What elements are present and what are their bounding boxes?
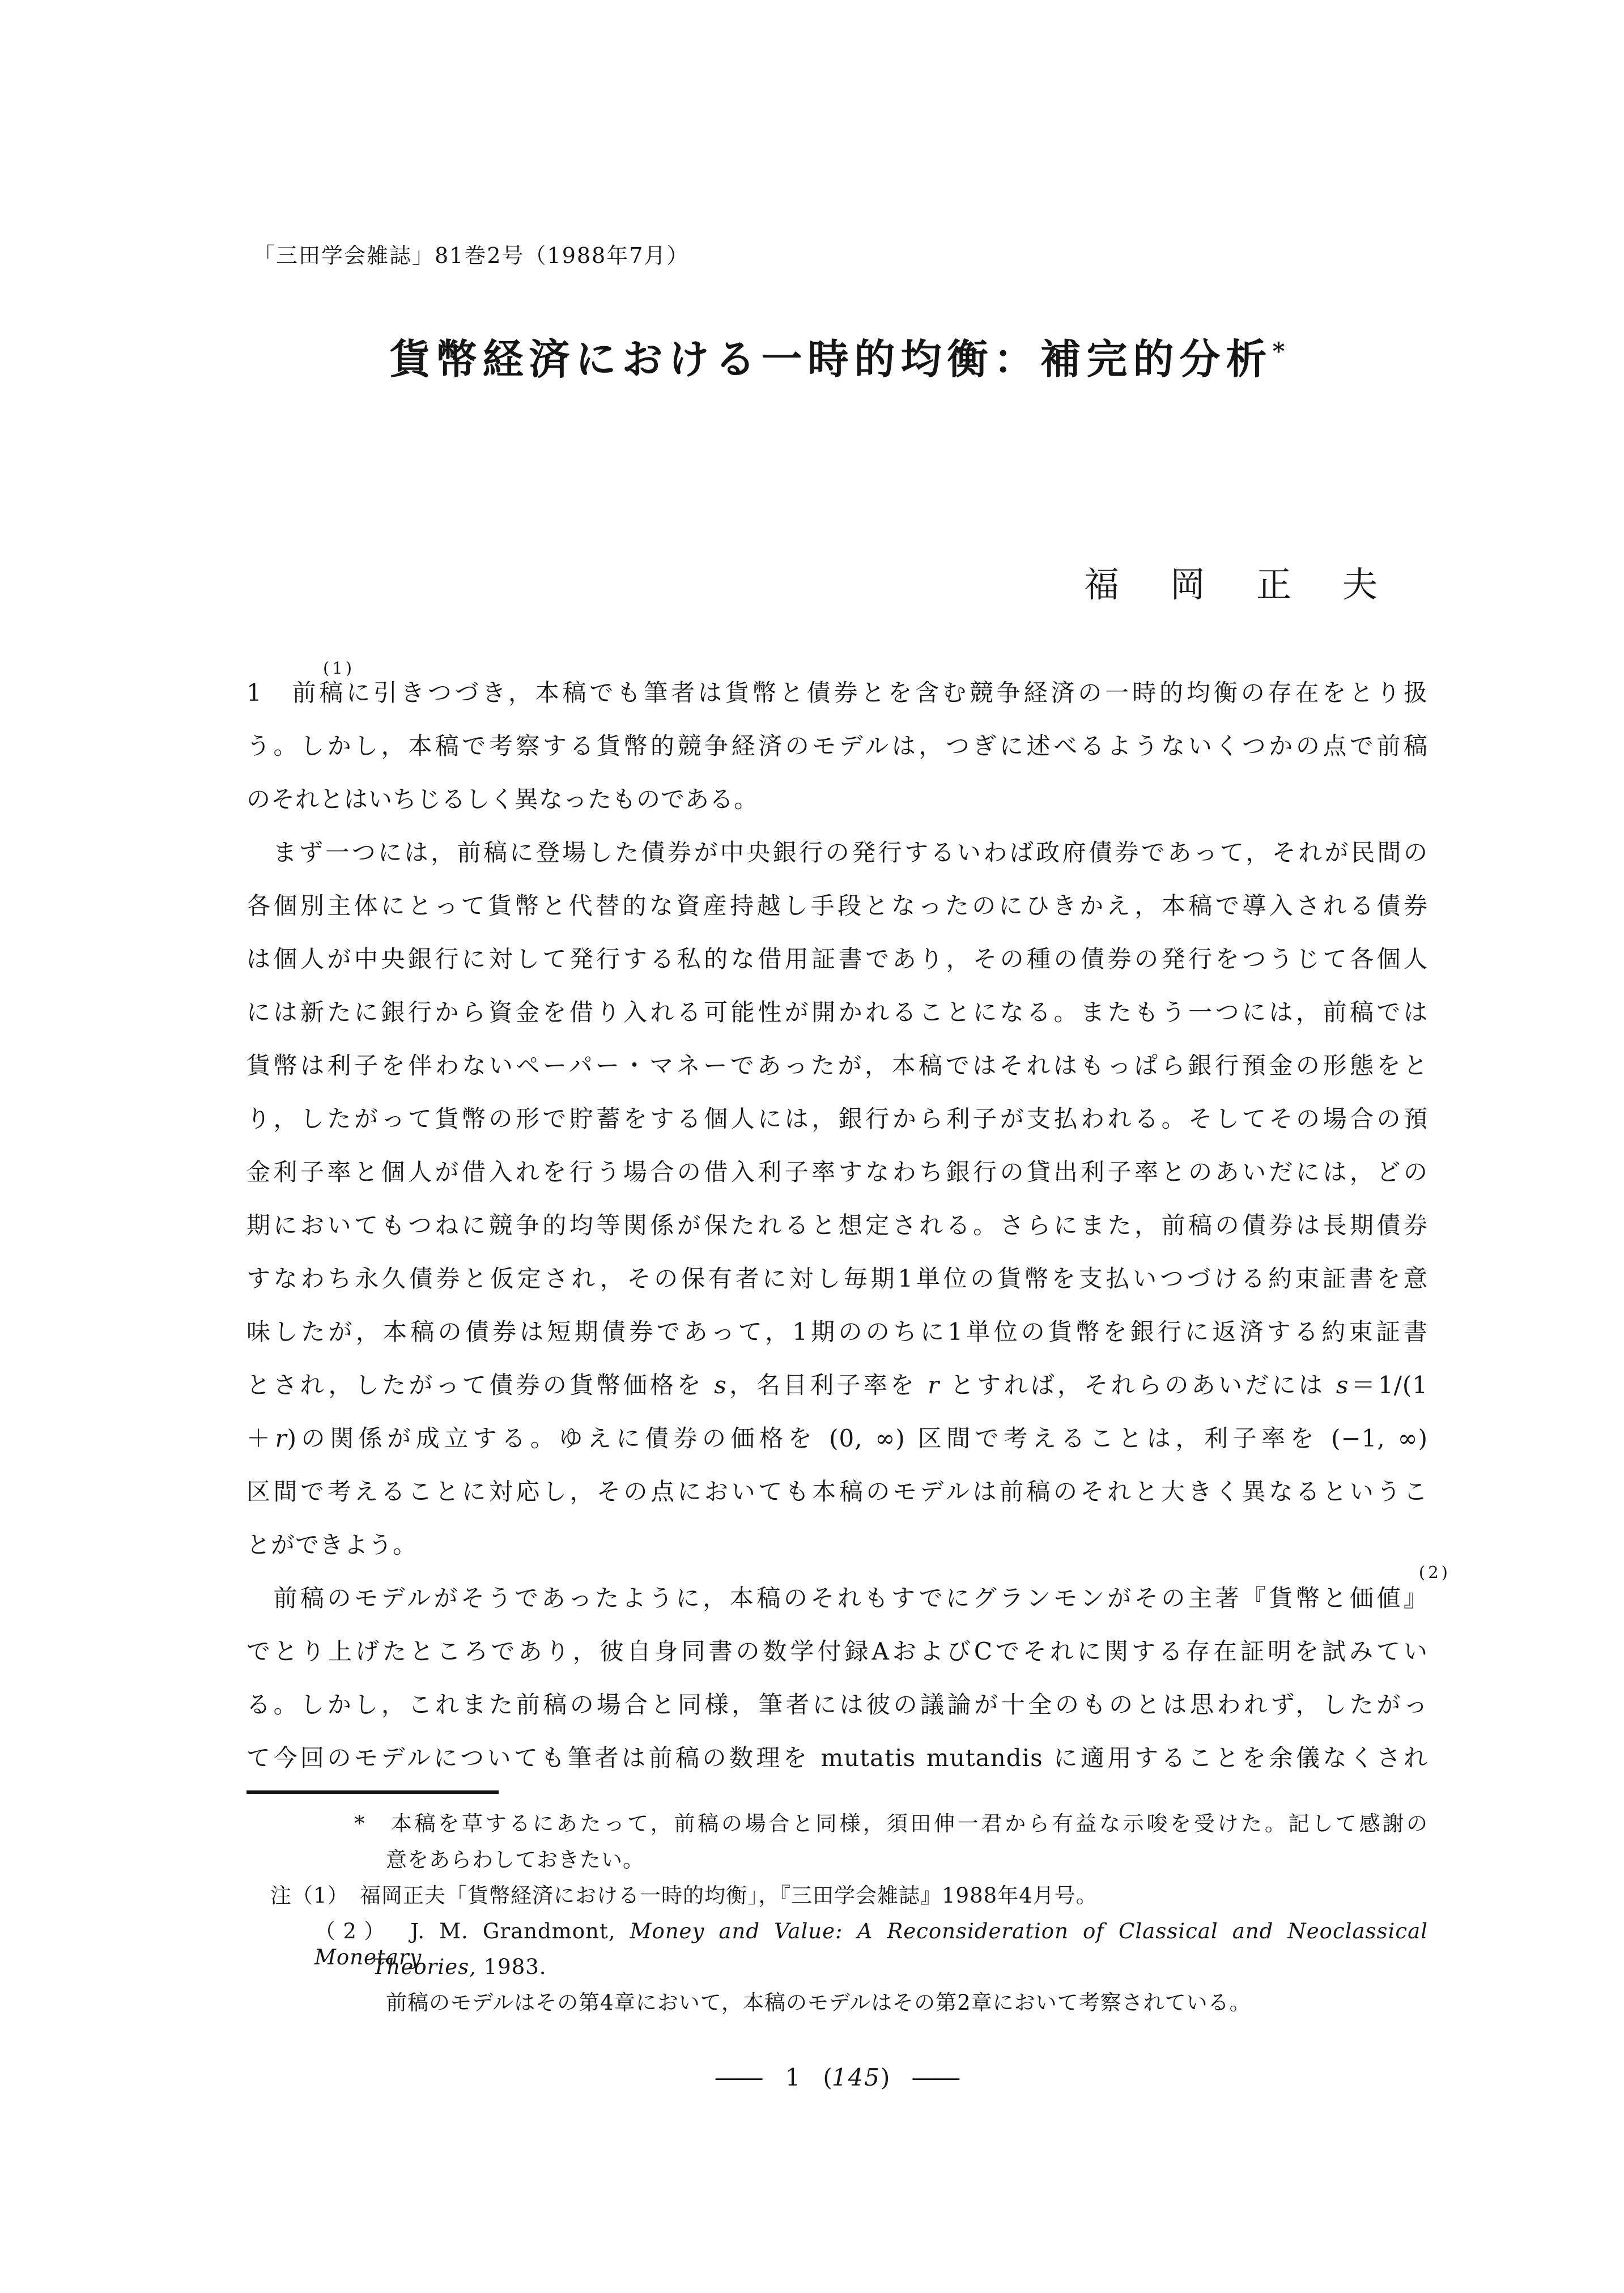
body-line	[246, 1371, 1428, 1400]
body-line-text: とすれば，それらのあいだには	[939, 1371, 1336, 1399]
body-line: 各個別主体にとって貨幣と代替的な資産持越し手段となったのにひきかえ，本稿で導入される債券	[246, 892, 1428, 920]
body-line: まず一つには，前稿に登場した債券が中央銀行の発行するいわば政府債券であって，それが民間の	[246, 839, 1428, 866]
body-line: すなわち永久債券と仮定され，その保有者に対し毎期1単位の貨幣を支払いつづける約束証書を意	[246, 1265, 1428, 1292]
article-title	[246, 326, 1428, 385]
body-line-text: ＋	[246, 1424, 275, 1452]
footnote-note-2-book-title: Money and Value: A Reconsideration of Classical and Neoclassical Monetary	[314, 1919, 1428, 1969]
footnote-note-2-line-3: 前稿のモデルはその第4章において，本稿のモデルはその第2章において考察されている。	[386, 1990, 1251, 2015]
body-line: のそれとはいちじるしく異なったものである。	[246, 785, 759, 813]
body-line: とができよう。	[246, 1531, 418, 1559]
math-variable: s	[1336, 1371, 1349, 1399]
footnote-note-2-citation: （2） J. M. Grandmont,	[314, 1919, 630, 1943]
body-line-text: )の関係が成立する。ゆえに債券の価格を (0, ∞) 区間で考えることは，利子率を (−1, ∞)	[287, 1424, 1428, 1452]
body-line-text: とされ，したがって債券の貨幣価格を	[246, 1371, 715, 1399]
body-line-text: ＝1/(1	[1349, 1371, 1429, 1399]
body-line: 金利子率と個人が借入れを行う場合の借入利子率すなわち銀行の貸出利子率とのあいだには，どの	[246, 1158, 1428, 1186]
body-line: 貨幣は利子を伴わないペーパー・マネーであったが，本稿ではそれはもっぱら銀行預金の形態をと	[246, 1052, 1428, 1079]
body-line: 区間で考えることに対応し，その点においても本稿のモデルは前稿のそれと大きく異なるというこ	[246, 1478, 1428, 1505]
body-line: 味したが，本稿の債券は短期債券であって，1期ののちに1単位の貨幣を銀行に返済する約束証書	[246, 1318, 1428, 1346]
math-variable: s	[714, 1371, 727, 1399]
body-line: には新たに銀行から資金を借り入れる可能性が開かれることになる。またもう一つには，前稿では	[246, 998, 1428, 1026]
footnote-star-line-2: 意をあらわしておきたい。	[386, 1848, 644, 1872]
body-line: る。しかし，これまた前稿の場合と同様，筆者には彼の議論が十全のものとは思われず，したがっ	[246, 1691, 1428, 1718]
folio-number: 145	[831, 2064, 881, 2091]
body-line: でとり上げたところであり，彼自身同書の数学付録AおよびCでそれに関する存在証明を試みてい	[246, 1637, 1428, 1665]
page-number-suffix: ) ――	[880, 2064, 959, 2091]
body-line-text: 1 前稿に引きつづき，本稿でも筆者は貨幣と債券とを含む競争経済の一時的均衡の存在をとり扱	[246, 679, 1428, 707]
page-footer	[246, 2059, 1428, 2093]
body-line: は個人が中央銀行に対して発行する私的な借用証書であり，その種の債券の発行をつうじて各個人	[246, 945, 1428, 973]
article-title-text: 貨幣経済における一時的均衡：補完的分析	[389, 335, 1273, 383]
footnote-note-2-line-2	[246, 1954, 1554, 1980]
footnote-ref-2-marker: (2)	[1418, 1563, 1451, 1582]
body-line-text: 前稿のモデルがそうであったように，本稿のそれもすでにグランモンがその主著『貨幣と価値』	[246, 1584, 1428, 1612]
body-line	[246, 1424, 1428, 1453]
journal-header: 「三田学会雑誌」81巻2号（1988年7月）	[253, 243, 690, 268]
body-line: 期においてもつねに競争的均等関係が保たれると想定される。さらにまた，前稿の債券は長期債券	[246, 1211, 1428, 1239]
body-line-text: ，名目利子率を	[726, 1371, 928, 1399]
body-line	[246, 1563, 1451, 1613]
math-variable: r	[275, 1424, 287, 1452]
title-footnote-marker: *	[1272, 337, 1285, 365]
footnote-ref-1-marker: (1)	[323, 658, 355, 678]
footnote-note-2-year: 1983.	[476, 1955, 547, 1979]
body-line	[246, 658, 1428, 708]
author-name: 福 岡 正 夫	[1083, 564, 1385, 605]
footnote-note-1: 注（1） 福岡正夫「貨幣経済における一時的均衡」，『三田学会雑誌』1988年4月号。	[270, 1883, 1098, 1908]
body-line: り，したがって貨幣の形で貯蓄をする個人には，銀行から利子が支払われる。そしてその場合の預	[246, 1105, 1428, 1133]
footnote-star-line-1: * 本稿を草するにあたって，前稿の場合と同様，須田伸一君から有益な示唆を受けた。記して感謝の	[354, 1811, 1428, 1836]
page-number-prefix: ―― 1 (	[715, 2064, 832, 2091]
footnote-divider-rule	[246, 1790, 499, 1794]
footnote-note-2-book-title-cont: Theories,	[372, 1955, 477, 1979]
math-variable: r	[928, 1371, 940, 1399]
body-line: う。しかし，本稿で考察する貨幣的競争経済のモデルは，つぎに述べるようないくつかの点で前稿	[246, 732, 1428, 760]
body-line: て今回のモデルについても筆者は前稿の数理を mutatis mutandis に適用することを余儀なくされ	[246, 1744, 1428, 1772]
